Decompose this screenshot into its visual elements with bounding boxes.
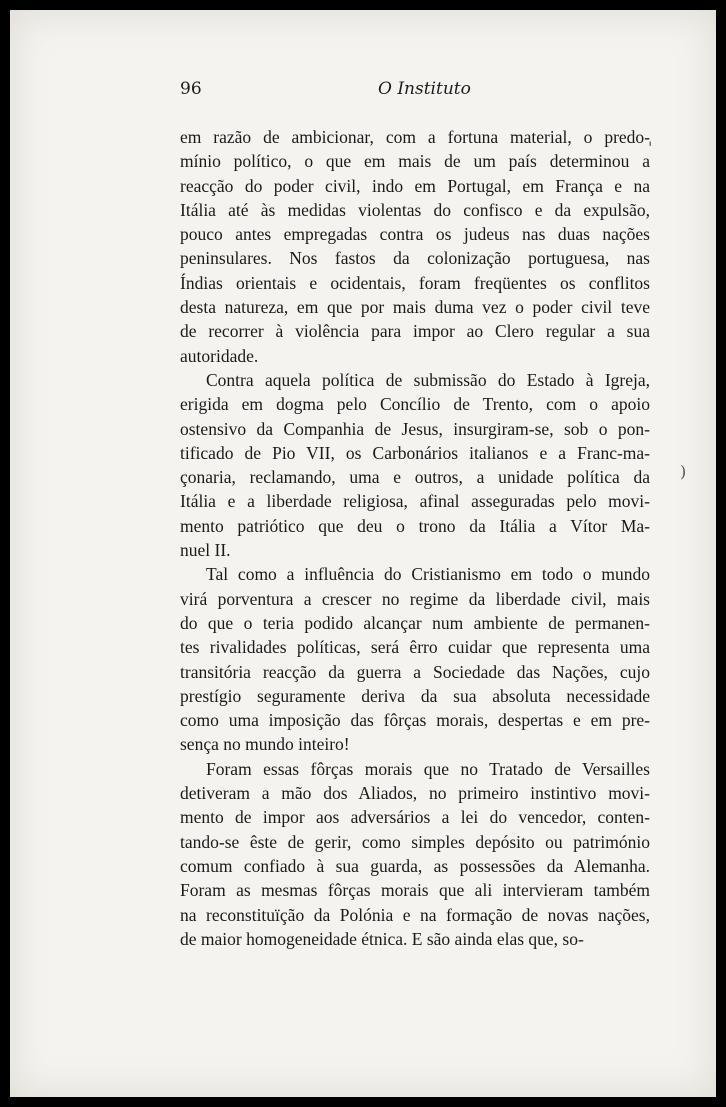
text-line: prestígio seguramente deriva da sua absoluta necessidade (180, 685, 650, 706)
body-text (180, 125, 653, 951)
text-line: Contra aquela política de submissão do Estado à Igreja, (206, 369, 650, 390)
text-line: Itália e a liberdade religiosa, afinal asseguradas pelo movi- (180, 491, 650, 512)
print-speck: ' (648, 138, 653, 157)
text-line: Índias orientais e ocidentais, foram freqüentes os conflitos (180, 272, 650, 293)
text-line: como uma imposição das fôrças morais, despertas e em pre- (180, 710, 650, 731)
text-line: em razão de ambicionar, com a fortuna material, o predo- (180, 127, 650, 147)
text-line: Foram as mesmas fôrças morais que ali intervieram também (180, 880, 650, 901)
text-line: Foram essas fôrças morais que no Tratado de Versailles (206, 758, 650, 779)
text-line: Tal como a influência do Cristianismo em todo o mundo (206, 564, 650, 585)
text-line: Itália até às medidas violentas do confisco e da expulsão, (180, 199, 650, 220)
text-line: tes rivalidades políticas, será êrro cuidar que representa uma (180, 637, 650, 658)
text-line: autoridade. (180, 345, 259, 366)
text-line: mínio político, o que em mais de um país determinou a (180, 151, 650, 172)
running-title: O Instituto (378, 79, 471, 99)
text-line: virá porventura a crescer no regime da liberdade civil, mais (180, 588, 650, 609)
text-line: tificado de Pio VII, os Carbonários italianos e a Franc-ma- (180, 442, 650, 463)
text-line: do que o teria podido alcançar num ambiente de permanen- (180, 612, 650, 633)
text-line: desta natureza, em que por mais duma vez o poder civil teve (180, 297, 650, 318)
text-line: nuel II. (180, 540, 231, 561)
text-line: na reconstituïção da Polónia e na formação de novas nações, (180, 904, 650, 925)
text-line: mento de impor aos adversários a lei do vencedor, conten- (180, 807, 650, 828)
text-line: ostensivo da Companhia de Jesus, insurgiram-se, sob o pon- (180, 418, 650, 439)
text-line: erigida em dogma pelo Concílio de Trento, com o apoio (180, 394, 650, 415)
text-line: mento patriótico que deu o trono da Itália a Vítor Ma- (180, 515, 650, 536)
text-line: tando-se êste de gerir, como simples depósito ou património (180, 831, 650, 852)
paragraph (180, 757, 650, 951)
text-line: reacção do poder civil, indo em Portugal, em França e na (180, 175, 650, 196)
text-line: pouco antes empregadas contra os judeus nas duas nações (180, 224, 650, 245)
paragraph (180, 125, 653, 368)
page-header (172, 75, 642, 105)
text-line: transitória reacção da guerra a Sociedade das Nações, cujo (180, 661, 650, 682)
text-line: sença no mundo inteiro! (180, 734, 350, 755)
text-line: detiveram a mão dos Aliados, no primeiro instintivo movi- (180, 783, 650, 804)
page-number: 96 (180, 79, 202, 99)
print-speck: ) (680, 462, 687, 481)
text-line: comum confiado à sua guarda, as possessões da Alemanha. (180, 855, 650, 876)
paragraph (180, 562, 650, 756)
text-line: de recorrer à violência para impor ao Clero regular a sua (180, 321, 650, 342)
text-line: çonaria, reclamando, uma e outros, a unidade política da (180, 467, 650, 488)
paragraph (180, 368, 650, 562)
text-line: de maior homogeneidade étnica. E são ainda elas que, so- (180, 928, 584, 949)
text-line: peninsulares. Nos fastos da colonização portuguesa, nas (180, 248, 650, 269)
book-page (10, 10, 716, 1097)
